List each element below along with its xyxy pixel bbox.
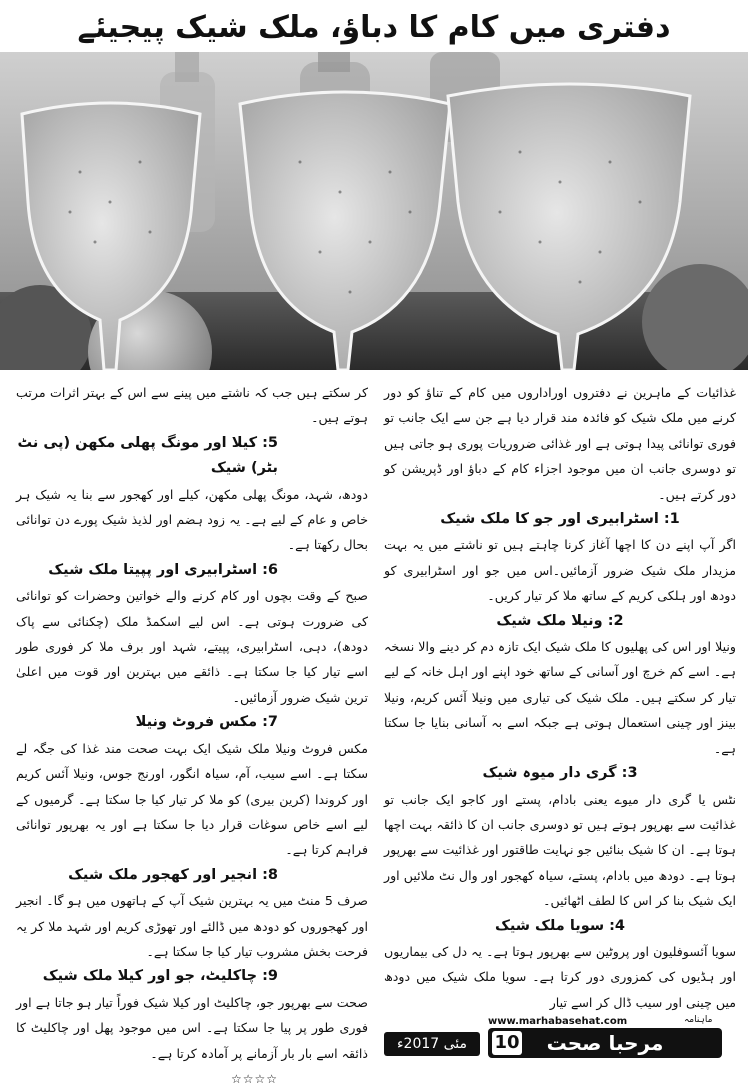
- section-heading: 3: گری دار میوہ شیک: [482, 765, 638, 782]
- paragraph: ونیلا اور اس کی پھلیوں کا ملک شیک ایک تازہ دم کر دینے والا نسخہ ہے۔ اسے کم خرچ اور آسانی کے ساتھ خود اپنے اور اہل خانہ کے لیے تیار کر سکتے ہیں۔ ملک شیک کی تیاری میں ونیلا آئس کریم، ونیلا بینز اور چینی استعمال ہوتی ہے جبکہ اسے بہ آسانی بنایا جا سکتا ہے۔: [384, 639, 736, 756]
- paragraph: نٹس یا گری دار میوے یعنی بادام، پستے اور کاجو ایک جانب تو غذائیت سے بھرپور ہوتے ہیں تو دوسری جانب ان کا ذائقہ بہت اچھا ہوتا ہے۔ ان کا شیک بنائیں جو نہایت طاقتور اور غذائیت سے بھرپور ہوتا ہے۔ دودھ میں بادام، پستے، سیاہ کھجور اور وال نٹ ملائیں اور ایک شیک بنا کر اس کا لطف اٹھائیں۔: [384, 791, 736, 909]
- section-heading: 1: اسٹرابیری اور جو کا ملک شیک: [440, 511, 680, 528]
- section-heading: 8: انجیر اور کھجور ملک شیک: [68, 866, 278, 883]
- article-title: دفتری میں کام کا دباؤ، ملک شیک پیجیئے: [77, 10, 671, 45]
- end-stars: ☆☆☆☆: [230, 1071, 278, 1086]
- section-heading: 4: سویا ملک شیک: [494, 917, 626, 934]
- milkshake-photo: [0, 52, 748, 370]
- section-heading: 2: ونیلا ملک شیک: [496, 612, 624, 629]
- paragraph: صرف 5 منٹ میں یہ بہترین شیک آپ کے ہاتھوں میں ہو گا۔ انجیر اور کھجوروں کو دودھ میں ڈالئے اور تھوڑی کریم اور شہد ملا کر یہ فرحت بخش مشروب تیار کیا جا سکتا ہے۔: [16, 893, 368, 959]
- paragraph: اگر آپ اپنے دن کا اچھا آغاز کرنا چاہتے ہیں تو ناشتے میں یہ بہت مزیدار ملک شیک ضرور آزمائیں۔اس میں جو اور اسٹرابیری کو دودھ اور ہلکی کریم کے ساتھ ملا کر تیار کریں۔: [384, 537, 736, 604]
- paragraph: غذائیات کے ماہرین نے دفتروں اوراداروں میں کام کے تناؤ کو دور کرنے میں ملک شیک کو فائدہ مند قرار دیا ہے جن سے ایک جانب تو فوری توانائی پیدا ہوتی ہے اور غذائی ضروریات پوری ہو جاتی ہیں تو دوسری جانب ان میں موجود اجزاء کام کے دباؤ اور ڈپریشن کو دور کرتے ہیں۔: [384, 385, 736, 502]
- section-heading: 7: مکس فروٹ ونیلا: [135, 714, 278, 731]
- magazine-name: مرحبا صحت: [546, 1031, 664, 1055]
- page-footer: [384, 1015, 744, 1060]
- right-column: [384, 380, 736, 1015]
- left-column: [16, 380, 368, 1092]
- section-heading: 6: اسٹرابیری اور پپیتا ملک شیک: [48, 561, 278, 578]
- paragraph: صبح کے وقت بچوں اور کام کرنے والے خواتین وحضرات کو توانائی کی ضرورت ہوتی ہے۔ اس لیے اسکمڈ ملک (چکنائی سے پاک دودھ)، دہی، اسٹرابیری، پپیتے، شہد اور برف ملا کر فوری طور اسے تیار کیا جا سکتا ہے۔ ذائقے میں بہترین اور قوت میں اعلیٰ ترین شیک ضرور آزمائیں۔: [16, 588, 368, 705]
- section-heading: 9: چاکلیٹ، جو اور کیلا ملک شیک: [42, 968, 278, 985]
- paragraph: سویا آئسوفلیون اور پروٹین سے بھرپور ہوتا ہے۔ یہ دل کی بیماریوں اور ہڈیوں کی کمزوری دور کرتا ہے۔ سویا ملک شیک میں دودھ میں چینی اور سیب ڈال کر اسے تیار: [384, 943, 736, 1010]
- paragraph: کر سکتے ہیں جب کہ ناشتے میں پینے سے اس کے بہتر اثرات مرتب ہوتے ہیں۔: [16, 385, 368, 426]
- section-heading: 5: کیلا اور مونگ پھلی مکھن (پی نٹ بٹر) شیک: [17, 434, 278, 477]
- monthly-label: ماہنامہ: [684, 1015, 713, 1025]
- paragraph: دودھ، شہد، مونگ پھلی مکھن، کیلے اور کھجور سے بنا یہ شیک ہر خاص و عام کے لیے ہے۔ یہ زود ہضم اور لذیذ شیک پورے دن توانائی بحال رکھتا ہے۔: [16, 486, 368, 553]
- website-url[interactable]: www.marhabasehat.com: [488, 1016, 628, 1027]
- page-number: 10: [492, 1031, 522, 1055]
- magazine-logo: [488, 1028, 722, 1058]
- paragraph: صحت سے بھرپور جو، چاکلیٹ اور کیلا شیک فوراً تیار ہو جاتا ہے اور فوری طور پر پیا جا سکتا ہے۔ اس میں موجود پھل اور چاکلیٹ کا ذائقہ اسے بار بار آزمانے پر آمادہ کرتا ہے۔: [16, 994, 368, 1061]
- issue-date: مئی 2017ء: [384, 1032, 480, 1056]
- paragraph: مکس فروٹ ونیلا ملک شیک ایک بہت صحت مند غذا کی جگہ لے سکتا ہے۔ اسے سیب، آم، سیاہ انگور، اورنج جوس، ونیلا آئس کریم اور کروندا (کرین بیری) کو ملا کر تیار کیا جا سکتا ہے۔ گرمیوں کے لیے اسے خاص سوغات قرار دیا جا سکتا ہے اور یہ بھرپور توانائی فراہم کرتا ہے۔: [16, 740, 368, 858]
- milkshake-glasses-illustration: [0, 52, 748, 370]
